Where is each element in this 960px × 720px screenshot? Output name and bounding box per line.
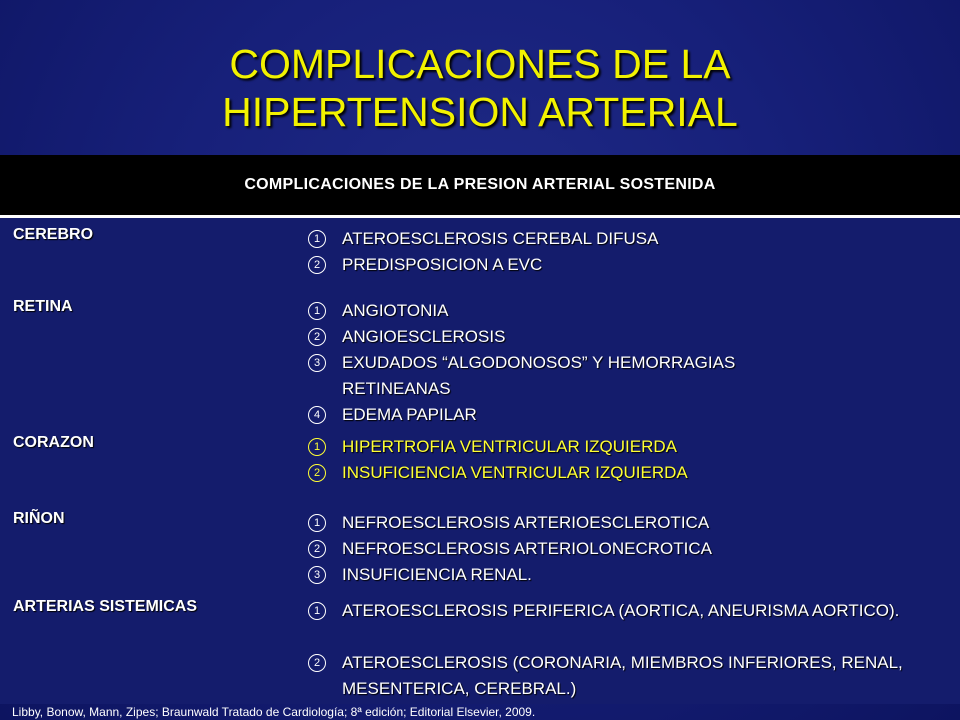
item-text: HIPERTROFIA VENTRICULAR IZQUIERDA	[342, 437, 678, 456]
circled-number: 1	[308, 302, 326, 320]
circled-number: 1	[308, 514, 326, 532]
circled-number: 1	[308, 230, 326, 248]
table-header-label: COMPLICACIONES DE LA PRESION ARTERIAL SOSTENIDA	[244, 176, 716, 193]
item-text: NEFROESCLEROSIS ARTERIOLONECROTICA	[342, 539, 712, 558]
item-text: ATEROESCLEROSIS PERIFERICA (AORTICA, ANEURISMA AORTICO).	[342, 601, 900, 620]
organ-label: ARTERIAS SISTEMICAS	[13, 598, 198, 615]
item-text: INSUFICIENCIA RENAL.	[342, 565, 532, 584]
item-text: ATEROESCLEROSIS CEREBAL DIFUSA	[342, 229, 659, 248]
circled-number: 4	[308, 406, 326, 424]
item-text: EXUDADOS “ALGODONOSOS” Y HEMORRAGIAS RETINEANAS	[342, 353, 736, 398]
circled-number: 1	[308, 438, 326, 456]
circled-number: 2	[308, 464, 326, 482]
circled-number: 3	[308, 566, 326, 584]
table-header	[0, 155, 960, 218]
circled-number: 2	[308, 654, 326, 672]
item-text: ANGIOESCLEROSIS	[342, 327, 506, 346]
item-text: PREDISPOSICION A EVC	[342, 255, 543, 274]
item-text: NEFROESCLEROSIS ARTERIOESCLEROTICA	[342, 513, 710, 532]
item-text: EDEMA PAPILAR	[342, 405, 477, 424]
item-text: ANGIOTONIA	[342, 301, 449, 320]
organ-label: CORAZON	[13, 434, 94, 451]
circled-number: 2	[308, 328, 326, 346]
organ-label: RIÑON	[13, 510, 65, 527]
slide-title	[0, 40, 960, 136]
complications-table	[0, 218, 960, 704]
item-text: ATEROESCLEROSIS (CORONARIA, MIEMBROS INFERIORES, RENAL, MESENTERICA, CEREBRAL.)	[342, 653, 903, 698]
circled-number: 2	[308, 540, 326, 558]
organ-label: CEREBRO	[13, 226, 94, 243]
title-line-2: HIPERTENSION ARTERIAL	[222, 89, 738, 135]
circled-number: 3	[308, 354, 326, 372]
circled-number: 1	[308, 602, 326, 620]
item-text: INSUFICIENCIA VENTRICULAR IZQUIERDA	[342, 463, 688, 482]
citation: Libby, Bonow, Mann, Zipes; Braunwald Tratado de Cardiología; 8ª edición; Editorial Elsevier, 2009.	[12, 705, 536, 719]
organ-label: RETINA	[13, 298, 73, 315]
circled-number: 2	[308, 256, 326, 274]
title-line-1: COMPLICACIONES DE LA	[229, 41, 731, 87]
